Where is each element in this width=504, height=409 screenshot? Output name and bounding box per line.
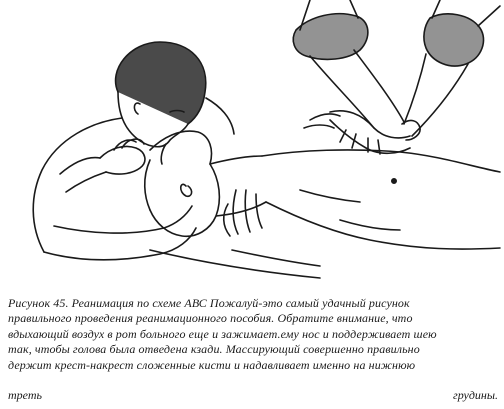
caption-last-right: грудины.	[453, 388, 498, 402]
caption-line: так, чтобы голова была отведена кзади. Массирующий совершенно правильно	[8, 342, 420, 357]
caption-last-left: треть	[8, 388, 42, 402]
caption-last-line	[8, 388, 498, 403]
rescuer-compressions-figure	[293, 0, 500, 154]
caption-line: правильного проведения реанимационного пособия. Обратите внимание, что	[8, 311, 413, 326]
rescuer-breathing-figure	[33, 42, 234, 260]
figure-caption	[8, 296, 498, 373]
caption-line: Рисунок 45. Реанимация по схеме АВС Пожалуй-это самый удачный рисунок	[8, 296, 410, 310]
caption-line: держит крест-накрест сложенные кисти и надавливает именно на нижнюю	[8, 357, 416, 372]
patient-figure	[145, 131, 500, 278]
caption-line: вдыхающий воздух в рот больного еще и зажимает.ему нос и поддерживает шею	[8, 326, 437, 341]
